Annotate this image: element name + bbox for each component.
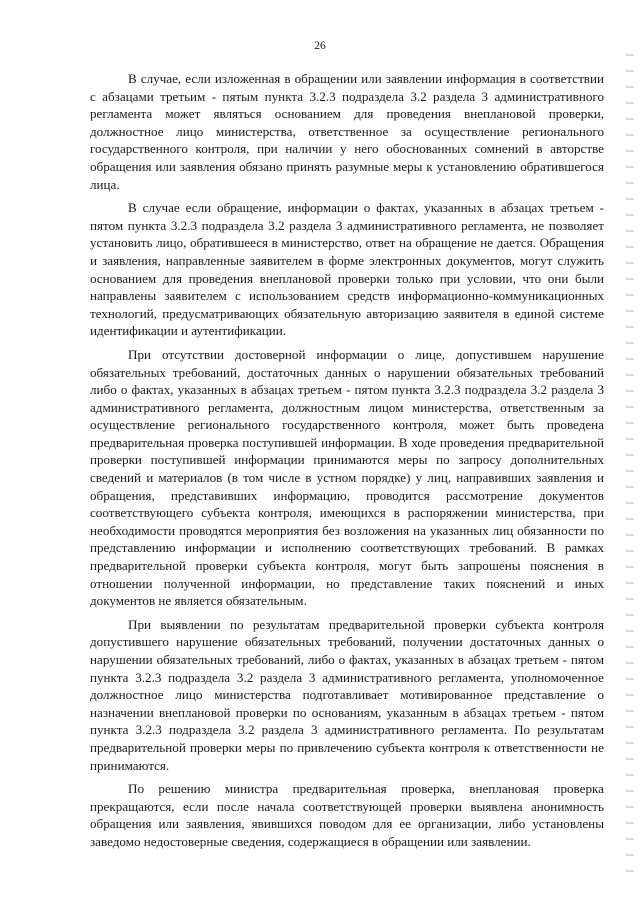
paragraph-2: В случае если обращение, информации о фактах, указанных в абзацах третьем - пятом пункта 3.2.3 подраздела 3.2 раздела 3 административного регламента, не позволяет установить лицо, обратившееся в министерство, ответ на обращение не дается. Обращения и заявления, направленные заявителем в форме электронных документов, могут служить основанием для проведения внеплановой проверки только при условии, что они были направлены заявителем с использованием средств информационно-коммуникационных технологий, предусматривающих обязательную авторизацию заявителя в единой системе идентификации и аутентификации. — [90, 200, 604, 339]
paragraph-4: При выявлении по результатам предварительной проверки субъекта контроля допустившего нарушение обязательных требований, получении достаточных данных о нарушении обязательных требований, либо о фактах, указанных в абзацах третьем - пятом пункта 3.2.3 подраздела 3.2 раздела 3 административного регламента, уполномоченное должностное лицо министерства подготавливает мотивированное представление о назначении внеплановой проверки по основаниям, указанным в абзацах третьем - пятом пункта 3.2.3 подраздела 3.2 раздела 3 административного регламента. По результатам предварительной проверки меры по привлечению субъекта контроля к ответственности не принимаются. — [90, 616, 604, 773]
page-number: 26 — [314, 40, 326, 52]
document-body — [90, 70, 604, 857]
scan-margin-artifact — [626, 40, 634, 880]
paragraph-5: По решению министра предварительная проверка, внеплановая проверка прекращаются, если после начала соответствующей проверки выявлена анонимность обращения или заявления, явившихся поводом для ее организации, либо установлены заведомо недостоверные сведения, содержащиеся в обращении или заявлении. — [90, 781, 604, 849]
paragraph-1: В случае, если изложенная в обращении или заявлении информация в соответствии с абзацами третьим - пятым пункта 3.2.3 подраздела 3.2 раздела 3 административного регламента может являться основанием для проведения внеплановой проверки, должностное лицо министерства, ответственное за осуществление регионального государственного контроля, при наличии у него обоснованных сомнений в авторстве обращения или заявления обязано принять разумные меры к установлению обратившегося лица. — [90, 71, 604, 192]
paragraph-3: При отсутствии достоверной информации о лице, допустившем нарушение обязательных требований, достаточных данных о нарушении обязательных требований либо о фактах, указанных в абзацах третьем - пятом пункта 3.2.3 подраздела 3.2 раздела 3 административного регламента, должностным лицом министерства, ответственным за осуществление регионального государственного контроля, может быть проведена предварительная проверка поступившей информации. В ходе проведения предварительной проверки поступившей информации принимаются меры по запросу дополнительных сведений и материалов (в том числе в устном порядке) у лиц, направивших заявления и обращения, представивших информацию, проводится рассмотрение документов соответствующего субъекта контроля, имеющихся в распоряжении министерства, при необходимости проводятся мероприятия без возложения на указанных лиц обязанности по представлению информации и исполнению соответствующих требований. В рамках предварительной проверки субъекта контроля, могут быть запрошены пояснения в отношении полученной информации, но представление таких пояснений и иных документов не является обязательным. — [90, 346, 604, 609]
